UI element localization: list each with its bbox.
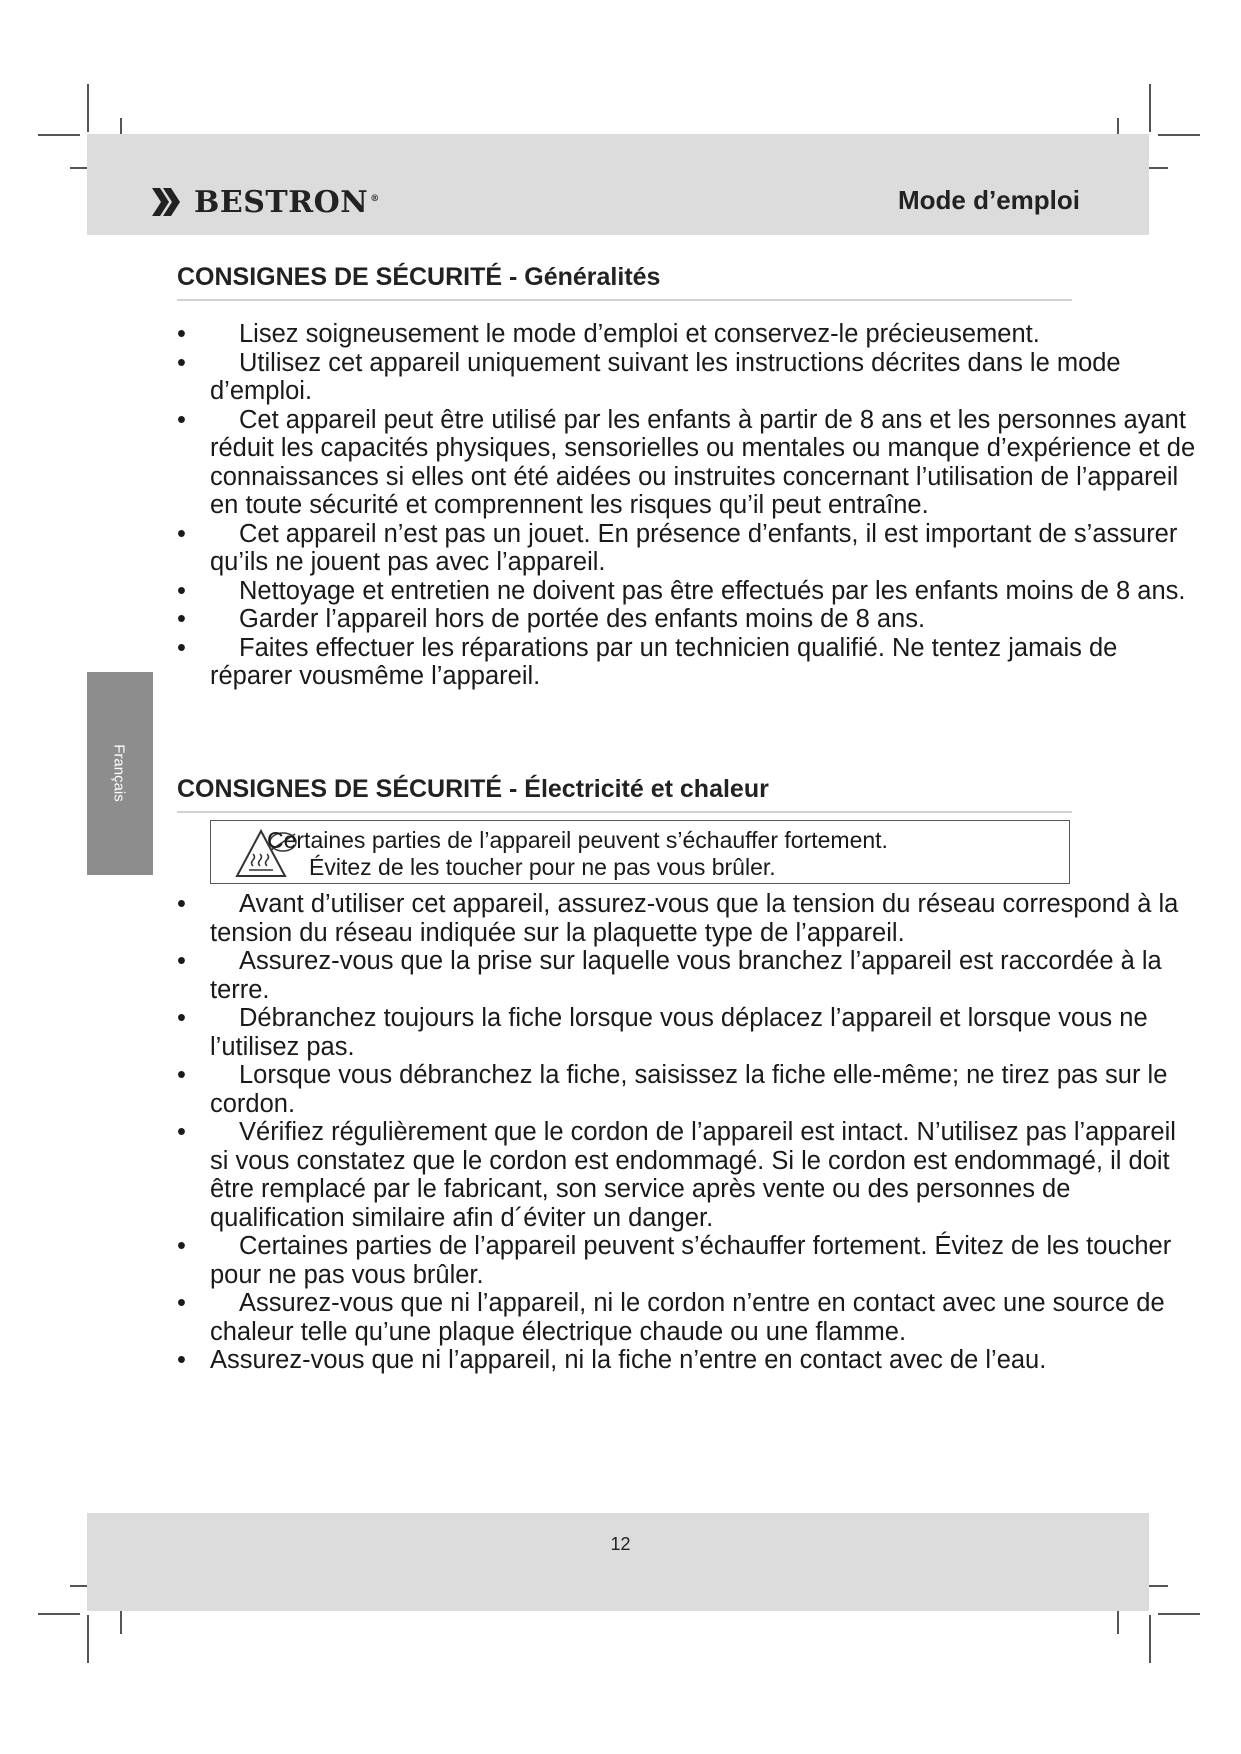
crop-mark [38, 134, 80, 136]
brand-name: BESTRON ® [194, 184, 380, 220]
list-item: • Utilisez cet appareil uniquement suivant les instructions décrites dans le mode d’emploi. [177, 349, 1197, 406]
page-header-title: Mode d’emploi [898, 185, 1080, 215]
page-number: 12 [610, 1534, 631, 1554]
general-safety-list [177, 320, 1203, 691]
list-item: • Nettoyage et entretien ne doivent pas être effectués par les enfants moins de 8 ans. [177, 577, 1197, 606]
list-item: • Vérifiez régulièrement que le cordon de l’appareil est intact. N’utilisez pas l’appareil si vous constatez que le cordon est endommagé. Si le cordon est endommagé, il doit être remplacé par le fabricant, son service après vente ou des personnes de qualification similaire afin d´éviter un danger. [177, 1118, 1197, 1232]
list-item: • Faites effectuer les réparations par un technicien qualifié. Ne tentez jamais de réparer vousmême l’appareil. [177, 634, 1197, 691]
crop-mark [1158, 1613, 1200, 1615]
section-title-electricity: CONSIGNES DE SÉCURITÉ - Électricité et chaleur [177, 775, 1072, 813]
footer-band [87, 1513, 1149, 1611]
list-item: • Lisez soigneusement le mode d’emploi et conservez-le précieusement. [177, 320, 1197, 349]
list-item: • Lorsque vous débranchez la fiche, saisissez la fiche elle-même; ne tirez pas sur le cordon. [177, 1061, 1197, 1118]
list-item: • Assurez-vous que ni l’appareil, ni le cordon n’entre en contact avec une source de chaleur telle qu’une plaque électrique chaude ou une flamme. [177, 1289, 1197, 1346]
list-item: • Cet appareil peut être utilisé par les enfants à partir de 8 ans et les personnes ayant réduit les capacités physiques, sensorielles ou mentales ou manque d’expérience et de connaissances si elles ont été aidées ou instruites concernant l’utilisation de l’appareil en toute sécurité et comprennent les risques qu’il peut entraîne. [177, 406, 1197, 520]
list-item: • Assurez-vous que ni l’appareil, ni la fiche n’entre en contact avec de l’eau. [177, 1346, 1197, 1375]
language-tab-label: Français [110, 744, 128, 802]
hot-surface-warning [210, 820, 1070, 884]
list-item: • Assurez-vous que la prise sur laquelle vous branchez l’appareil est raccordée à la terre. [177, 947, 1197, 1004]
list-item: • Garder l’appareil hors de portée des enfants moins de 8 ans. [177, 605, 1197, 634]
brand-chevrons-icon [152, 185, 190, 219]
crop-mark [87, 84, 89, 132]
crop-mark [38, 1613, 80, 1615]
brand-logo [152, 180, 380, 224]
list-item: • Avant d’utiliser cet appareil, assurez-vous que la tension du réseau correspond à la tension du réseau indiquée sur la plaquette type de l’appareil. [177, 890, 1197, 947]
list-item: • Cet appareil n’est pas un jouet. En présence d’enfants, il est important de s’assurer qu’ils ne jouent pas avec l’appareil. [177, 520, 1197, 577]
crop-mark [87, 1615, 89, 1663]
crop-mark [1149, 1615, 1151, 1663]
list-item: • Certaines parties de l’appareil peuvent s’échauffer fortement. Évitez de les toucher pour ne pas vous brûler. [177, 1232, 1197, 1289]
list-item: • Débranchez toujours la fiche lorsque vous déplacez l’appareil et lorsque vous ne l’utilisez pas. [177, 1004, 1197, 1061]
crop-mark [1149, 84, 1151, 132]
electricity-safety-list [177, 890, 1197, 1375]
warning-text-line2: Évitez de les toucher pour ne pas vous brûler. [309, 854, 776, 880]
section-title-general: CONSIGNES DE SÉCURITÉ - Généralités [177, 263, 1072, 301]
warning-text-line1: Certaines parties de l’appareil peuvent s’échauffer fortement. [267, 827, 888, 853]
crop-mark [1158, 134, 1200, 136]
